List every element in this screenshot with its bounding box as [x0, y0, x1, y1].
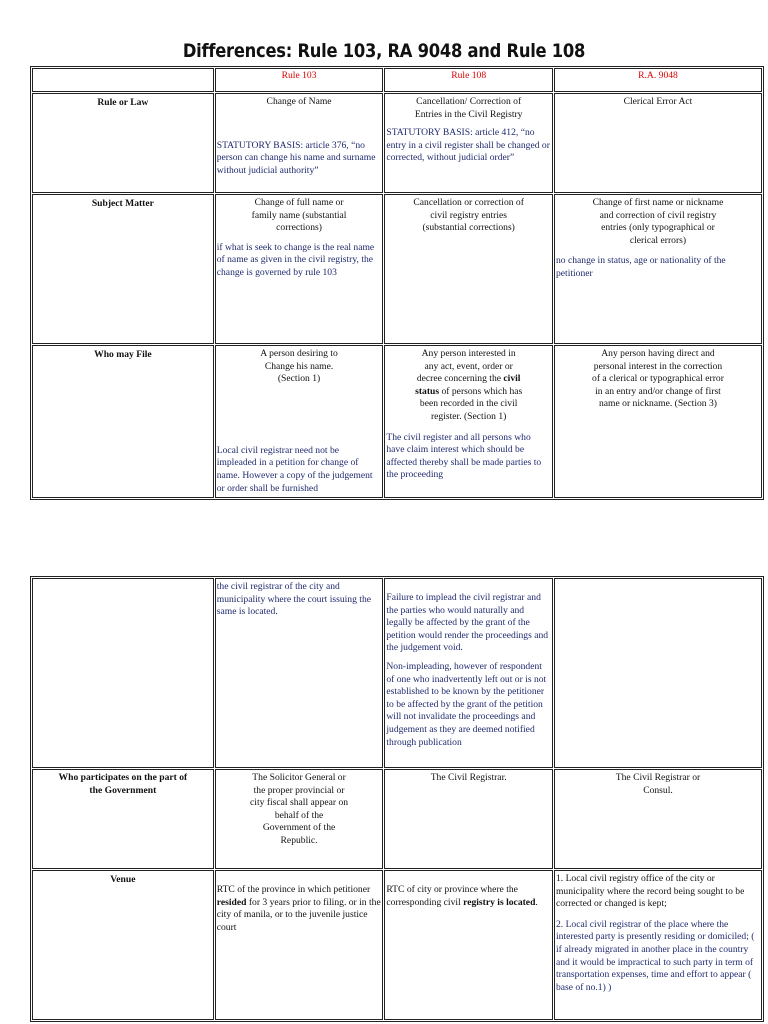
- cell-ra9048: Clerical Error Act: [554, 93, 762, 193]
- cell-text: [386, 884, 551, 909]
- bold-text: resided: [216, 896, 247, 908]
- comparison-table-part-1: [30, 66, 764, 500]
- text-part: Any person interested in any act, event, order or decree concerning the: [416, 348, 516, 385]
- cell-rule108: [384, 578, 553, 768]
- header-row: [32, 68, 762, 92]
- cell-text: [386, 348, 551, 424]
- cell-text: Any person having direct and personal interest in the correction of a clerical or typographical error in an entry and/or change of first name or nickname. (Section 3): [592, 348, 724, 410]
- cell-rule108: [384, 194, 553, 344]
- cell-rule108: The Civil Registrar.: [384, 769, 553, 869]
- note-text: Non-impleading, however of respondent of one who inadvertently left out or is not established to be known by the petitioner to be affected by the grant of the petition will not invalidate the proceedings and judgement as they are deemed notified through publication: [386, 660, 547, 748]
- text-part: RTC of the province in which petitioner: [216, 884, 371, 895]
- page-title: Differences: Rule 103, RA 9048 and Rule 108: [182, 40, 586, 62]
- note-text: if what is seek to change is the real name of name as given in the civil registry, the change is governed by rule 103: [216, 241, 375, 278]
- header-rule-108: Rule 108: [384, 68, 553, 92]
- cell-rule103: the civil registrar of the city and municipality where the court issuing the same is located.: [215, 578, 384, 768]
- cell-rule103: The Solicitor General or the proper provincial or city fiscal shall appear on behalf of the Government of the Republic.: [215, 769, 384, 869]
- cell-text: Cancellation/ Correction of Entries in the Civil Registry: [414, 96, 523, 120]
- header-rule-103: Rule 103: [215, 68, 384, 92]
- row-label-empty: [32, 578, 214, 768]
- bold-text: civil status: [415, 373, 521, 397]
- row-continuation: [32, 578, 762, 768]
- note-text: Local civil registrar need not be impleaded in a petition for change of name. However a copy of the judgement or order shall be furnished: [216, 444, 373, 494]
- cell-text: Change of first name or nickname and correction of civil registry entries (only typographical or clerical errors): [592, 197, 724, 246]
- cell-ra9048: [554, 870, 762, 1020]
- row-label: Who may File: [32, 345, 214, 498]
- row-subject-matter: [32, 194, 762, 344]
- comparison-table-part-2: [30, 576, 764, 1022]
- header-empty-cell: [32, 68, 214, 92]
- cell-text: Cancellation or correction of civil registry entries (substantial corrections): [413, 197, 524, 234]
- statutory-basis-text: STATUTORY BASIS: article 412, “no entry in a civil register shall be changed or corrected, without judicial order”: [386, 127, 550, 164]
- cell-text: Change of Name: [266, 96, 332, 107]
- cell-text: Change of full name or family name (substantial corrections): [251, 197, 347, 234]
- cell-rule108: [384, 870, 553, 1020]
- text-part: RTC of city or province where the corresponding civil: [386, 884, 518, 908]
- cell-text: [217, 884, 382, 934]
- header-ra-9048: R.A. 9048: [554, 68, 762, 92]
- cell-rule108: [384, 93, 553, 193]
- text-part: .: [535, 896, 538, 908]
- note-text: The civil register and all persons who have claim interest which should be affected thereby shall be made parties to the proceeding: [386, 431, 542, 481]
- cell-ra9048-empty: [554, 578, 762, 768]
- cell-ra9048: The Civil Registrar or Consul.: [554, 769, 762, 869]
- row-label: Rule or Law: [32, 93, 214, 193]
- row-rule-or-law: [32, 93, 762, 193]
- cell-rule103: [215, 870, 384, 1020]
- text-part: of persons which has been recorded in the civil register. (Section 1): [419, 385, 523, 422]
- venue-item-1: 1. Local civil registry office of the city or municipality where the record being sought to be corrected or changed is kept;: [555, 873, 745, 910]
- venue-item-2: 2. Local civil registrar of the place where the interested party is presently residing or domiciled; ( if already migrated in another place in the country and it would be impractical to such party in term of transportation expenses, time and effort to appear ( base of no.1) ): [555, 918, 755, 993]
- row-who-may-file: [32, 345, 762, 498]
- cell-rule108: [384, 345, 553, 498]
- cell-rule103: [215, 194, 384, 344]
- bold-text: registry is located: [463, 896, 536, 908]
- row-label: Who participates on the part of the Government: [32, 769, 214, 869]
- text-part: for 3 years prior to filing. or in the city of manila, or to the juvenile justice court: [216, 896, 381, 933]
- note-text: no change in status, age or nationality of the petitioner: [555, 255, 726, 279]
- row-label: Venue: [32, 870, 214, 1020]
- cell-text: A person desiring to Change his name. (Section 1): [260, 348, 338, 385]
- row-government: [32, 769, 762, 869]
- cell-rule103: [215, 93, 384, 193]
- note-text: Failure to implead the civil registrar and the parties who would naturally and legally be affected by the grant of the petition would render the proceedings and the judgement void.: [386, 592, 549, 654]
- row-label: Subject Matter: [32, 194, 214, 344]
- row-venue: [32, 870, 762, 1020]
- cell-rule103: [215, 345, 384, 498]
- statutory-basis-text: STATUTORY BASIS: article 376, “no person can change his name and surname without judicial authority”: [216, 139, 376, 176]
- cell-ra9048: [554, 345, 762, 498]
- cell-ra9048: [554, 194, 762, 344]
